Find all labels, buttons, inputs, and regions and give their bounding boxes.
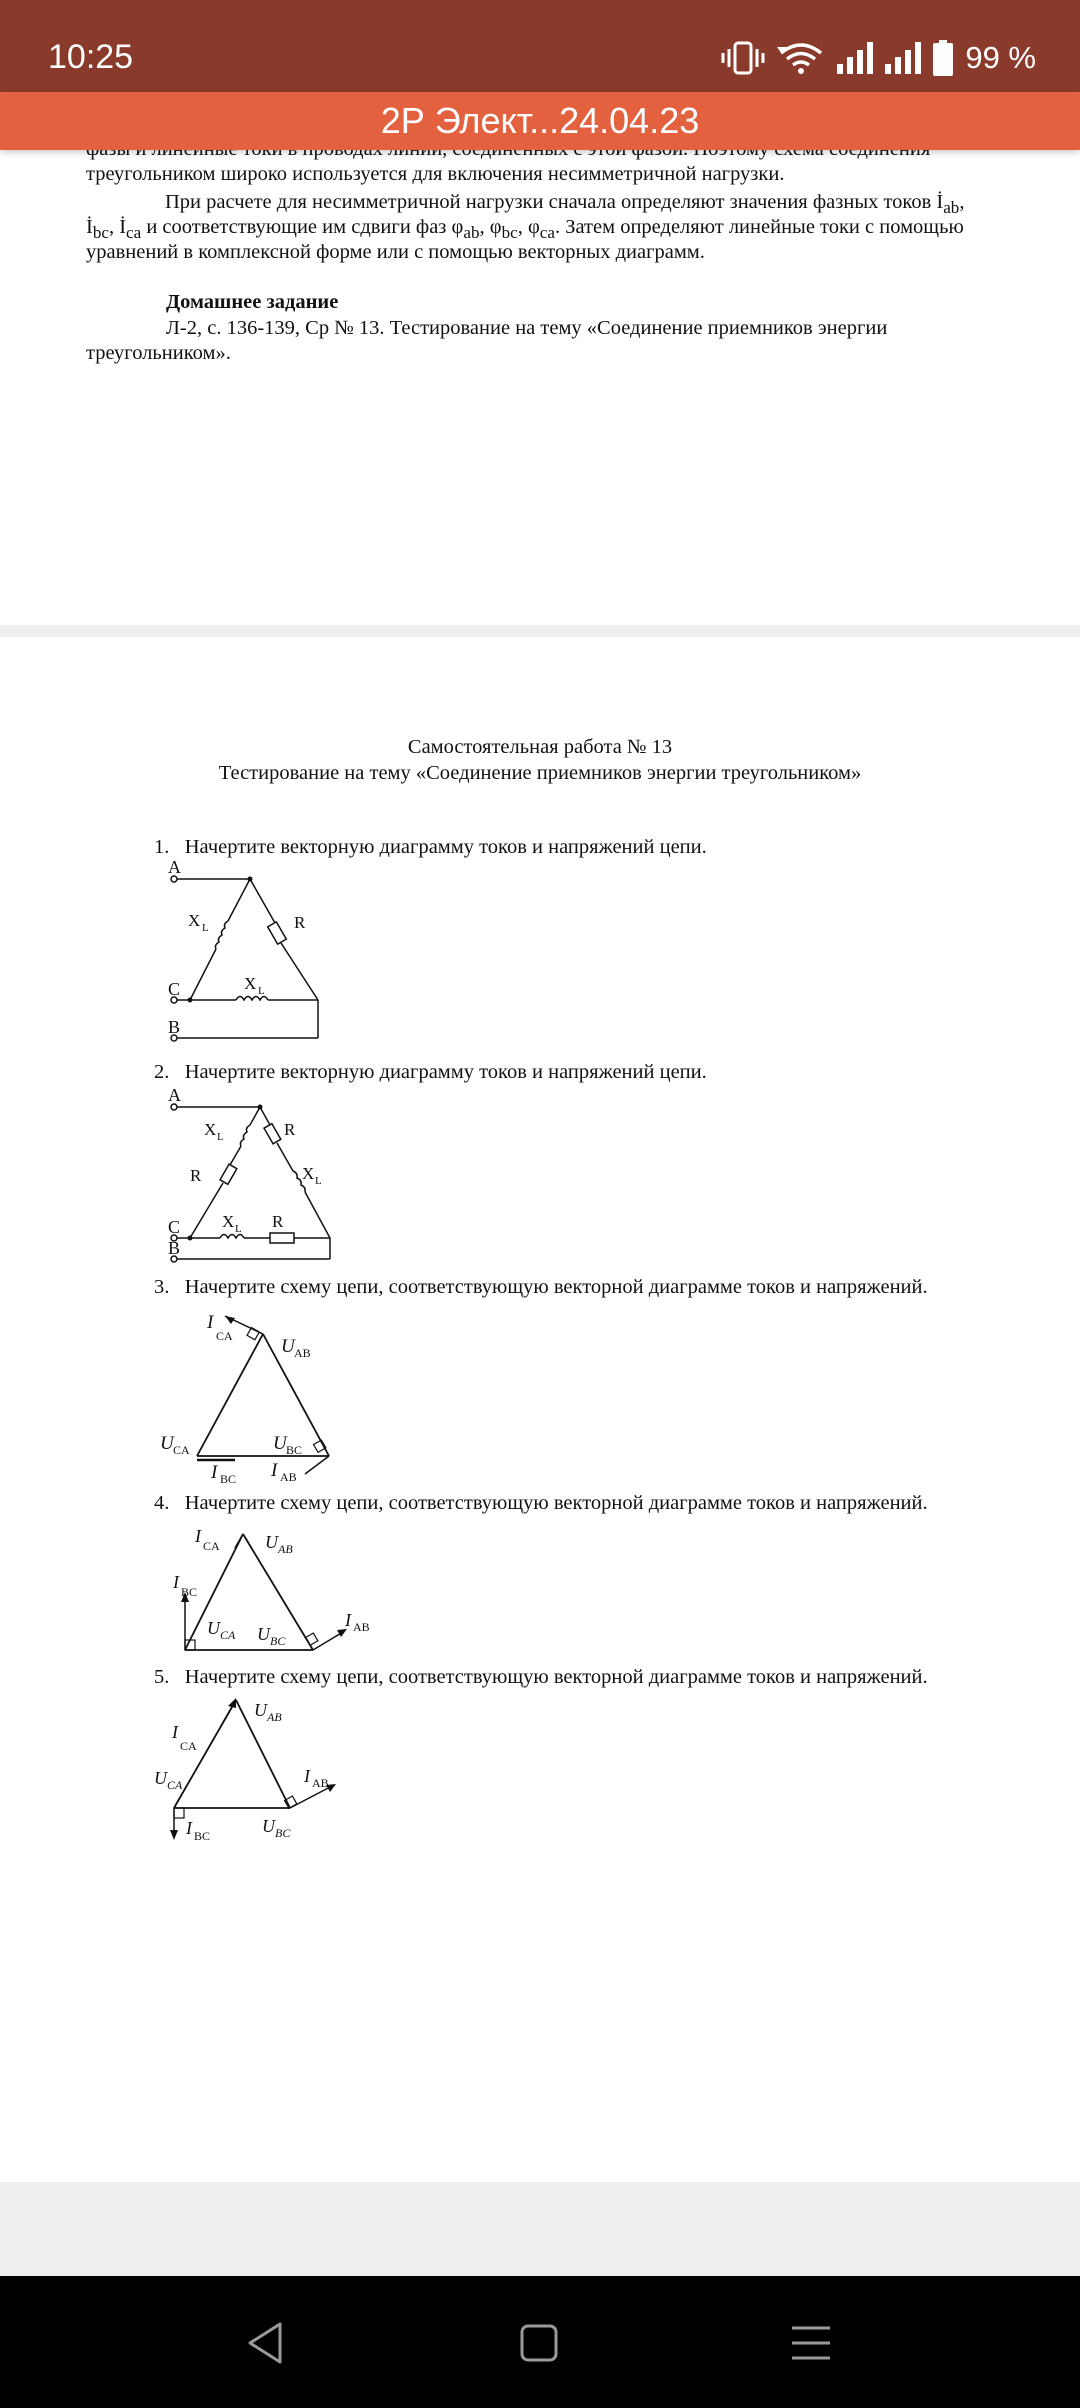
task-2: 2. Начертите векторную диаграмму токов и напряжений цепи. [154, 1061, 707, 1083]
homework-text: треугольником». [86, 342, 231, 364]
signal-icon [885, 42, 921, 74]
svg-text:CA: CA [220, 1628, 236, 1642]
svg-text:BC: BC [181, 1585, 198, 1599]
svg-text:R: R [284, 1120, 296, 1139]
svg-text:R: R [190, 1166, 202, 1185]
svg-text:CA: CA [216, 1329, 233, 1343]
vector-diagram-4 [155, 1520, 375, 1660]
svg-text:I: I [304, 1766, 310, 1786]
svg-text:U: U [160, 1433, 174, 1454]
svg-text:CA: CA [203, 1539, 220, 1553]
document-page-2[interactable] [0, 637, 1080, 2182]
vector-diagram-5 [150, 1694, 350, 1844]
circuit-diagram-2 [160, 1085, 340, 1275]
svg-text:U: U [265, 1532, 278, 1552]
svg-text:I: I [345, 1610, 351, 1630]
svg-text:U: U [262, 1816, 275, 1836]
home-icon[interactable] [514, 2318, 564, 2368]
svg-text:CA: CA [173, 1443, 190, 1457]
svg-text:U: U [257, 1624, 270, 1644]
app-bar [0, 92, 1080, 150]
wifi-icon [777, 41, 825, 75]
svg-text:L: L [235, 1223, 242, 1235]
svg-text:L: L [315, 1175, 322, 1187]
svg-text:I: I [195, 1526, 201, 1546]
vector-diagram-3 [155, 1304, 355, 1484]
document-title[interactable]: 2Р Элект...24.04.23 [380, 100, 700, 141]
svg-text:AB: AB [312, 1776, 329, 1790]
circuit-diagram-1 [160, 861, 340, 1056]
svg-text:CA: CA [167, 1778, 183, 1792]
task-3: 3. Начертите схему цепи, соответствующую векторной диаграмме токов и напряжений. [154, 1276, 928, 1298]
svg-text:I: I [173, 1572, 179, 1592]
svg-text:U: U [281, 1336, 295, 1357]
svg-text:I: I [211, 1462, 218, 1483]
document-page-1[interactable] [0, 120, 1080, 625]
svg-text:AB: AB [294, 1346, 311, 1360]
signal-icon [837, 42, 873, 74]
svg-text:X: X [222, 1212, 235, 1231]
clock: 10:25 [48, 38, 134, 76]
svg-text:AB: AB [267, 1710, 282, 1724]
svg-text:B: B [168, 1238, 181, 1258]
text-line: уравнений в комплексной форме или с помощью векторных диаграмм. [86, 241, 705, 263]
svg-text:R: R [272, 1212, 284, 1231]
text-line: треугольником широко используется для включения несимметричной нагрузки. [86, 163, 785, 185]
svg-text:BC: BC [275, 1826, 291, 1840]
task-5: 5. Начертите схему цепи, соответствующую векторной диаграмме токов и напряжений. [154, 1666, 928, 1688]
svg-text:AB: AB [353, 1620, 370, 1634]
svg-text:U: U [207, 1618, 220, 1638]
svg-text:I: I [207, 1312, 214, 1333]
navigation-bar [0, 2276, 1080, 2408]
svg-text:BC: BC [220, 1472, 237, 1484]
paragraph: При расчете для несимметричной нагрузки сначала определяют значения фазных токов $İ_{ab}$, [165, 191, 965, 218]
svg-text:I: I [172, 1722, 178, 1742]
svg-text:X: X [302, 1164, 315, 1183]
svg-text:L: L [217, 1131, 224, 1143]
svg-text:R: R [294, 913, 306, 932]
homework-title: Домашнее задание [166, 291, 339, 313]
svg-text:C: C [168, 1217, 181, 1237]
svg-text:I: I [186, 1818, 192, 1838]
battery-percent: 99 % [965, 40, 1036, 75]
svg-text:AB: AB [278, 1542, 293, 1556]
task-4: 4. Начертите схему цепи, соответствующую векторной диаграмме токов и напряжений. [154, 1492, 928, 1514]
svg-text:L: L [258, 985, 265, 997]
svg-text:X: X [244, 974, 257, 993]
battery-icon [933, 40, 953, 76]
task-1: 1. Начертите векторную диаграмму токов и напряжений цепи. [154, 836, 707, 858]
svg-text:X: X [188, 911, 201, 930]
svg-text:I: I [271, 1460, 278, 1481]
svg-text:U: U [273, 1433, 287, 1454]
svg-text:U: U [154, 1768, 167, 1788]
text-line: $İ_{bc}$, $İ_{ca}$ и соответствующие им сдвиги фаз $\varphi_{ab}$, $\varphi_{bc}$, $\varphi_{ca}$. Затем определяют линейные токи с помощью [86, 216, 964, 243]
svg-text:A: A [168, 861, 181, 877]
svg-text:X: X [204, 1120, 217, 1139]
svg-text:U: U [254, 1700, 267, 1720]
work-title: Самостоятельная работа № 13 [407, 736, 673, 758]
status-bar [0, 0, 1080, 92]
svg-text:AB: AB [280, 1470, 297, 1484]
svg-text:BC: BC [194, 1829, 211, 1843]
status-icons [721, 38, 1036, 78]
svg-text:L: L [202, 922, 209, 934]
svg-text:CA: CA [180, 1739, 197, 1753]
svg-text:A: A [168, 1085, 181, 1105]
recent-apps-icon[interactable] [786, 2318, 836, 2368]
back-icon[interactable] [240, 2318, 290, 2368]
svg-text:C: C [168, 979, 181, 999]
work-subtitle: Тестирование на тему «Соединение приемников энергии треугольником» [218, 762, 862, 784]
svg-text:B: B [168, 1017, 181, 1037]
svg-text:BC: BC [270, 1634, 286, 1648]
vibrate-icon [721, 41, 765, 75]
svg-text:BC: BC [286, 1443, 303, 1457]
homework-text: Л-2, с. 136-139, Ср № 13. Тестирование на тему «Соединение приемников энергии [166, 317, 888, 339]
